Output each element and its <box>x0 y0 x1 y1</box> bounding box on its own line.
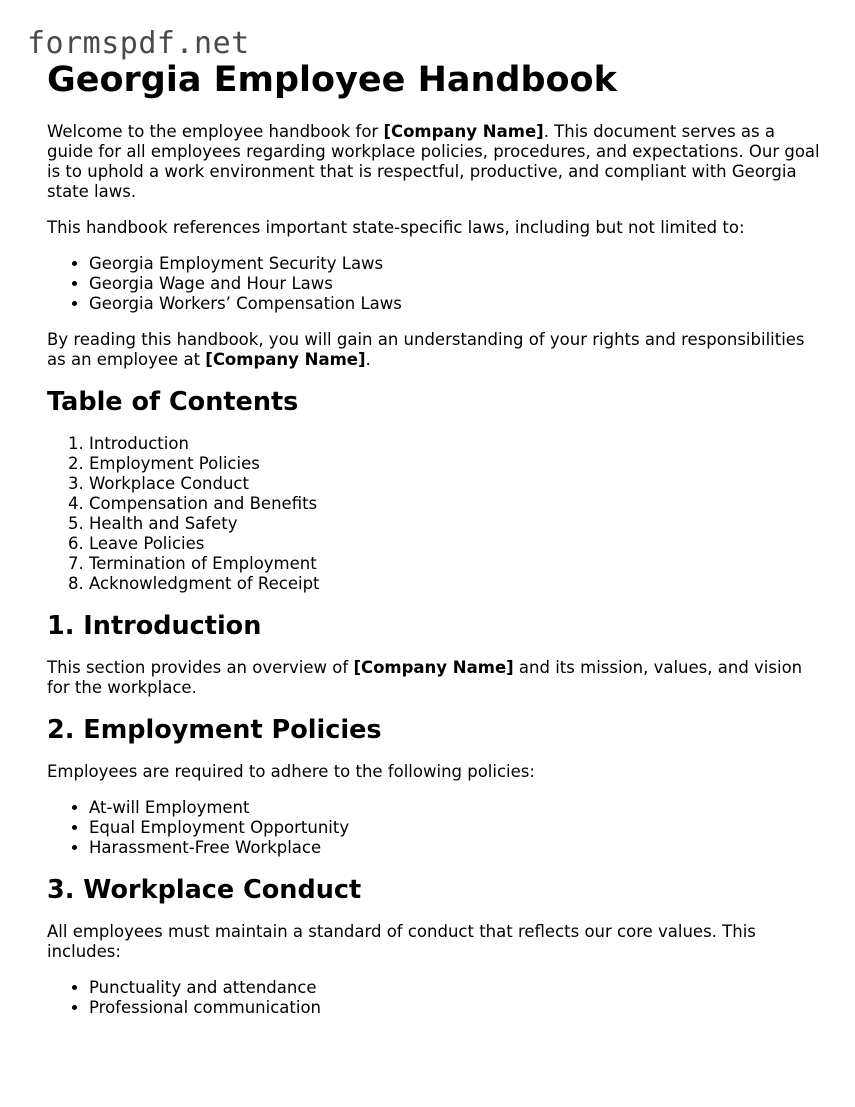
document-body <box>47 58 822 1034</box>
section-employment-policies-text: Employees are required to adhere to the following policies: <box>47 762 535 781</box>
intro-text-after: . This document serves as a guide for all employees regarding workplace policies, procedures, and expectations. Our goal is to uphold a work environment that is respectful, productive, and compliant with Georgia state laws. <box>47 122 820 201</box>
section-introduction-text-after: and its mission, values, and vision for the workplace. <box>47 658 803 697</box>
rights-paragraph <box>47 330 822 370</box>
section-workplace-conduct-text: All employees must maintain a standard of conduct that reflects our core values. This includes: <box>47 922 756 961</box>
list-item: • Harassment-Free Workplace <box>89 838 822 858</box>
toc-item: 3. Workplace Conduct <box>89 474 822 494</box>
toc-item: 6. Leave Policies <box>89 534 822 554</box>
watermark-text: formspdf.net <box>27 26 250 61</box>
company-name-placeholder: [Company Name] <box>353 658 514 677</box>
page-title: Georgia Employee Handbook <box>47 60 617 100</box>
rights-text-before: By reading this handbook, you will gain an understanding of your rights and responsibilities as an employee at <box>47 330 805 369</box>
intro-text-before: Welcome to the employee handbook for <box>47 122 384 141</box>
employment-policies-list <box>47 798 822 858</box>
list-item: • Equal Employment Opportunity <box>89 818 822 838</box>
toc-item: 8. Acknowledgment of Receipt <box>89 574 822 594</box>
company-name-placeholder: [Company Name] <box>205 350 366 369</box>
toc-heading: Table of Contents <box>47 387 299 417</box>
toc-list <box>47 434 822 594</box>
section-employment-policies-heading: 2. Employment Policies <box>47 715 382 745</box>
list-item: • Professional communication <box>89 998 822 1018</box>
toc-item: 5. Health and Safety <box>89 514 822 534</box>
list-item: • Punctuality and attendance <box>89 978 822 998</box>
workplace-conduct-list <box>47 978 822 1018</box>
rights-text-after: . <box>365 350 371 369</box>
section-introduction-heading: 1. Introduction <box>47 611 262 641</box>
toc-item: 1. Introduction <box>89 434 822 454</box>
toc-item: 2. Employment Policies <box>89 454 822 474</box>
toc-item: 4. Compensation and Benefits <box>89 494 822 514</box>
list-item: • At-will Employment <box>89 798 822 818</box>
list-item: • Georgia Wage and Hour Laws <box>89 274 822 294</box>
company-name-placeholder: [Company Name] <box>383 122 544 141</box>
section-introduction-text <box>47 658 822 698</box>
list-item: • Georgia Workers’ Compensation Laws <box>89 294 822 314</box>
section-introduction-text-before: This section provides an overview of <box>47 658 354 677</box>
toc-item: 7. Termination of Employment <box>89 554 822 574</box>
intro-paragraph <box>47 122 822 202</box>
laws-list <box>47 254 822 314</box>
list-item: • Georgia Employment Security Laws <box>89 254 822 274</box>
laws-intro-paragraph: This handbook references important state-specific laws, including but not limited to: <box>47 218 745 237</box>
section-workplace-conduct-heading: 3. Workplace Conduct <box>47 875 362 905</box>
